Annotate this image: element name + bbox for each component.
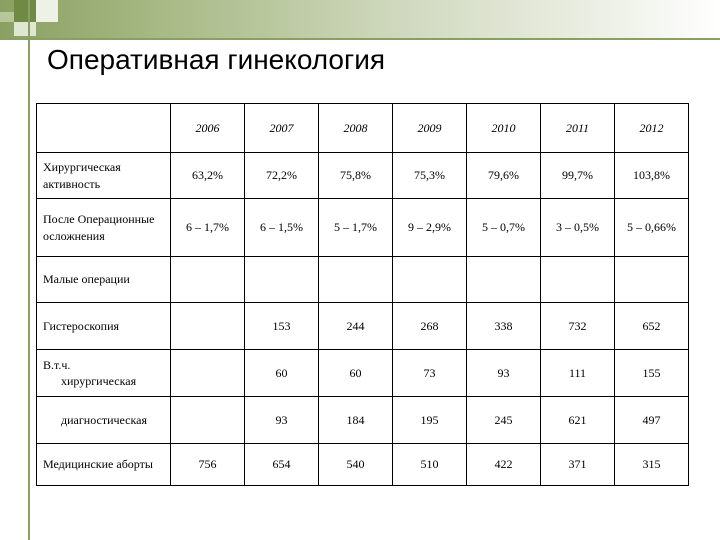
decor-square (14, 22, 36, 36)
table-cell (615, 257, 689, 303)
table-cell (541, 257, 615, 303)
table-row (37, 257, 689, 303)
table-cell: 422 (467, 444, 541, 486)
table-cell: 63,2% (171, 153, 245, 199)
page-title: Оперативная гинекология (47, 44, 386, 75)
year-header: 2012 (615, 104, 689, 153)
table-cell: 621 (541, 397, 615, 444)
table-cell: 60 (245, 350, 319, 397)
table-cell: 5 – 0,66% (615, 199, 689, 257)
table-row (37, 444, 689, 486)
table-row (37, 350, 689, 397)
table-cell (171, 303, 245, 350)
table-cell: 103,8% (615, 153, 689, 199)
table-cell: 654 (245, 444, 319, 486)
table-cell (467, 257, 541, 303)
table-cell: 111 (541, 350, 615, 397)
table-cell: 268 (393, 303, 467, 350)
table-cell: 540 (319, 444, 393, 486)
year-header: 2009 (393, 104, 467, 153)
row-label-line: хирургическая (61, 374, 137, 388)
row-label: Хирургическая активность (37, 153, 171, 199)
row-label (37, 350, 171, 397)
table-cell: 338 (467, 303, 541, 350)
table-cell: 93 (467, 350, 541, 397)
table-cell: 73 (393, 350, 467, 397)
table-cell: 3 – 0,5% (541, 199, 615, 257)
table-cell: 652 (615, 303, 689, 350)
header-row (37, 104, 689, 153)
table-cell: 75,3% (393, 153, 467, 199)
decor-square (36, 0, 58, 22)
table-cell: 99,7% (541, 153, 615, 199)
row-label: Малые операции (37, 257, 171, 303)
table-cell (393, 257, 467, 303)
table-cell: 756 (171, 444, 245, 486)
table-cell: 497 (615, 397, 689, 444)
table-cell: 244 (319, 303, 393, 350)
year-header: 2007 (245, 104, 319, 153)
header-empty-cell (37, 104, 171, 153)
table-cell: 510 (393, 444, 467, 486)
table-cell: 371 (541, 444, 615, 486)
table-cell: 79,6% (467, 153, 541, 199)
table-cell: 195 (393, 397, 467, 444)
year-header: 2011 (541, 104, 615, 153)
table-cell: 5 – 0,7% (467, 199, 541, 257)
decor-square (0, 12, 14, 22)
statistics-table (36, 103, 689, 486)
title-bar-decoration (0, 0, 720, 38)
row-label-line: диагностическая (61, 412, 147, 427)
table-cell: 6 – 1,7% (171, 199, 245, 257)
table-cell (245, 257, 319, 303)
table-cell: 60 (319, 350, 393, 397)
row-label: Гистероскопия (37, 303, 171, 350)
row-label: После Операционные осложнения (37, 199, 171, 257)
year-header: 2006 (171, 104, 245, 153)
horizontal-rule (0, 38, 720, 40)
table-cell (171, 397, 245, 444)
table-cell: 93 (245, 397, 319, 444)
table-cell: 732 (541, 303, 615, 350)
vertical-rule (28, 0, 30, 540)
table-cell: 5 – 1,7% (319, 199, 393, 257)
table-row (37, 303, 689, 350)
table-cell: 153 (245, 303, 319, 350)
table-row (37, 199, 689, 257)
table-row (37, 397, 689, 444)
table-cell: 75,8% (319, 153, 393, 199)
table-cell: 245 (467, 397, 541, 444)
table-cell: 155 (615, 350, 689, 397)
table-cell: 72,2% (245, 153, 319, 199)
row-label: Медицинские аборты (37, 444, 171, 486)
table-cell: 184 (319, 397, 393, 444)
row-label-line: В.т.ч. (43, 357, 71, 372)
table-cell (171, 350, 245, 397)
year-header: 2008 (319, 104, 393, 153)
table-row (37, 153, 689, 199)
table-cell: 6 – 1,5% (245, 199, 319, 257)
table-cell: 9 – 2,9% (393, 199, 467, 257)
table-cell: 315 (615, 444, 689, 486)
table-cell (319, 257, 393, 303)
table-cell (171, 257, 245, 303)
row-label (37, 397, 171, 444)
decor-square (14, 0, 36, 22)
year-header: 2010 (467, 104, 541, 153)
